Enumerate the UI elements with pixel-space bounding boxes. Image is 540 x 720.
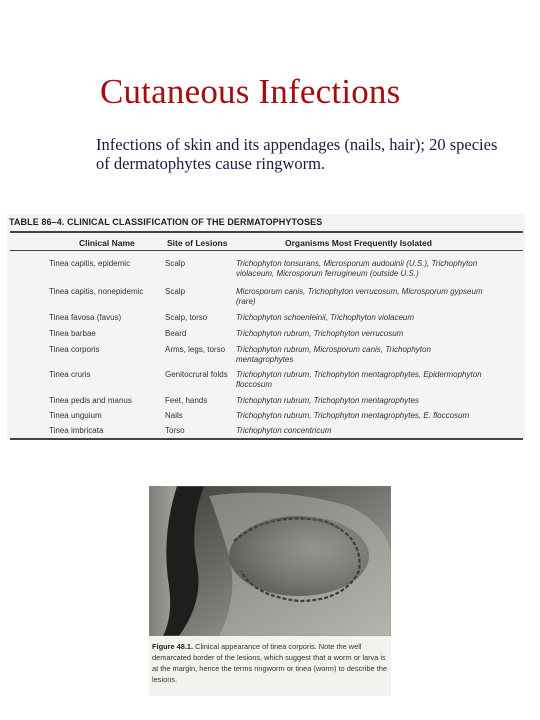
cell-site: Beard	[165, 329, 187, 338]
cell-clinical-name: Tinea imbricata	[49, 426, 104, 435]
cell-clinical-name: Tinea capitis, nonepidemic	[49, 287, 144, 296]
header-organisms: Organisms Most Frequently Isolated	[285, 238, 432, 248]
table-bottom-rule	[10, 438, 523, 440]
header-site-of-lesions: Site of Lesions	[167, 238, 228, 248]
cell-clinical-name: Tinea unguium	[49, 411, 102, 420]
cell-clinical-name: Tinea corporis	[49, 345, 100, 354]
table-top-rule	[10, 231, 523, 233]
cell-organisms: Microsporum canis, Trichophyton verrucosum, Microsporum gypseum (rare)	[236, 287, 483, 306]
intro-text: Infections of skin and its appendages (nails, hair); 20 species of dermatophytes cause ringworm.	[96, 135, 498, 173]
cell-site: Feet, hands	[165, 396, 208, 405]
header-clinical-name: Clinical Name	[79, 238, 135, 248]
classification-table	[7, 214, 525, 440]
table-header-rule	[10, 250, 523, 251]
cell-organisms: Trichophyton rubrum, Trichophyton verrucosum	[236, 329, 404, 338]
cell-site: Torso	[165, 426, 185, 435]
cell-clinical-name: Tinea favosa (favus)	[49, 313, 122, 322]
cell-clinical-name: Tinea barbae	[49, 329, 96, 338]
figure-caption	[152, 641, 388, 685]
cell-organisms: Trichophyton rubrum, Trichophyton mentagrophytes, E. floccosum	[236, 411, 470, 420]
clinical-photo	[149, 486, 391, 636]
cell-organisms: Trichophyton concentricum	[236, 426, 332, 435]
figure-label: Figure 48.1.	[152, 642, 194, 651]
slide-title: Cutaneous Infections	[100, 72, 401, 111]
cell-site: Nails	[165, 411, 183, 420]
cell-clinical-name: Tinea pedis and manus	[49, 396, 132, 405]
cell-site: Arms, legs, torso	[165, 345, 226, 354]
table-caption: TABLE 86–4. CLINICAL CLASSIFICATION OF THE DERMATOPHYTOSES	[9, 217, 323, 227]
cell-clinical-name: Tinea capitis, epidemic	[49, 259, 131, 268]
cell-organisms: Trichophyton schoenleinii, Trichophyton violaceum	[236, 313, 415, 322]
cell-site: Scalp	[165, 259, 186, 268]
cell-organisms: Trichophyton rubrum, Microsporum canis, Trichophyton mentagrophytes	[236, 345, 431, 364]
cell-clinical-name: Tinea cruris	[49, 370, 91, 379]
cell-site: Scalp, torso	[165, 313, 208, 322]
cell-organisms: Trichophyton tonsurans, Microsporum audouinii (U.S.), Trichophyton violaceum, Microsporum ferrugineum (outside U.S.)	[236, 259, 478, 278]
cell-site: Genitocrural folds	[165, 370, 228, 379]
cell-site: Scalp	[165, 287, 186, 296]
figure-block	[149, 486, 391, 696]
figure-caption-text: Clinical appearance of tinea corporis. Note the well demarcated border of the lesions, which suggest that a worm or larva is at the margin, hence the terms ringworm or tinea (worm) to describe the lesions.	[152, 642, 387, 684]
cell-organisms: Trichophyton rubrum, Trichophyton mentagrophytes	[236, 396, 419, 405]
cell-organisms: Trichophyton rubrum, Trichophyton mentagrophytes, Epidermophyton floccosum	[236, 370, 482, 389]
